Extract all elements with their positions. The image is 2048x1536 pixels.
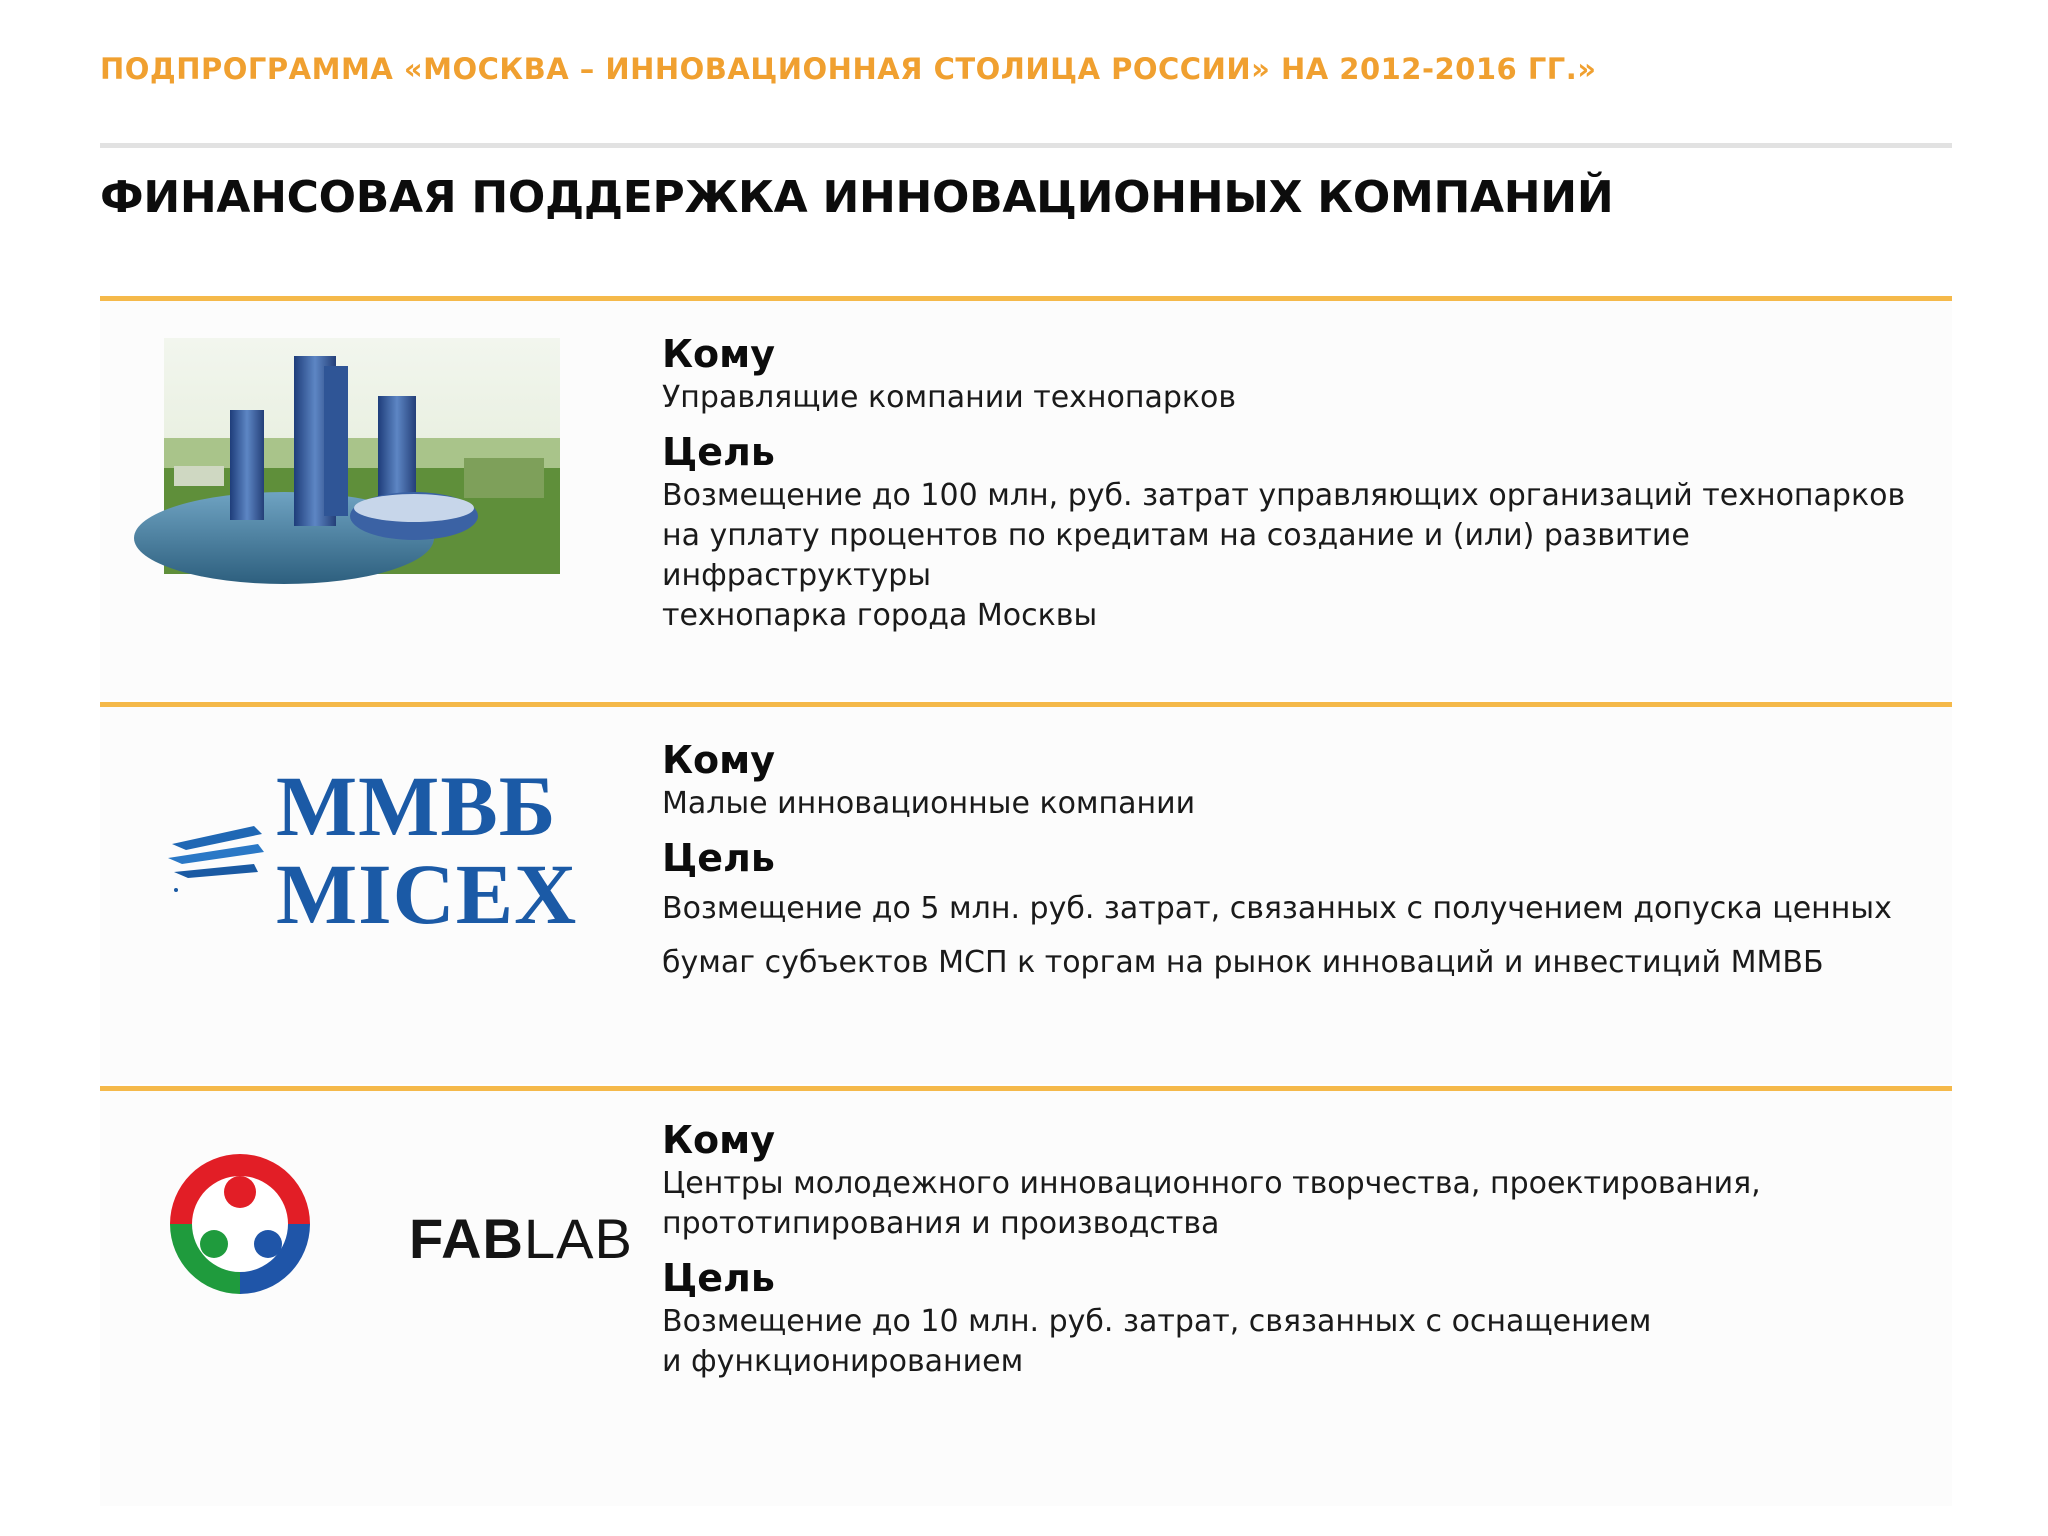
micex-logo-line2: MICEX bbox=[276, 846, 578, 942]
micex-wing-icon bbox=[164, 804, 274, 924]
fablab-wordmark-light: LAB bbox=[524, 1207, 633, 1270]
micex-logo bbox=[164, 744, 578, 954]
slide-subtitle: ПОДПРОГРАММА «МОСКВА – ИННОВАЦИОННАЯ СТОЛИЦА РОССИИ» НА 2012-2016 ГГ.» bbox=[100, 52, 1597, 86]
section-divider bbox=[100, 1086, 1952, 1091]
goal-text: Возмещение до 10 млн. руб. затрат, связанных с оснащением и функционированием bbox=[662, 1303, 1652, 1379]
who-label: Кому bbox=[662, 738, 775, 782]
micex-logo-text bbox=[276, 758, 578, 942]
section-micex bbox=[100, 702, 1952, 1084]
fablab-wordmark-bold: FAB bbox=[409, 1207, 524, 1270]
goal-text: Возмещение до 5 млн. руб. затрат, связанных с получением допуска ценных бумаг субъектов МСП к торгам на рынок инноваций и инвестиций ММВБ bbox=[662, 890, 1892, 980]
who-label: Кому bbox=[662, 332, 775, 376]
fablab-logo bbox=[164, 1148, 633, 1308]
goal-label: Цель bbox=[662, 835, 775, 880]
who-text: Малые инновационные компании bbox=[662, 785, 1196, 821]
goal-label: Цель bbox=[662, 429, 775, 474]
section-fablab bbox=[100, 1086, 1952, 1506]
section-divider bbox=[100, 296, 1952, 301]
section-divider bbox=[100, 702, 1952, 707]
section-technoparks bbox=[100, 296, 1952, 700]
goal-text: Возмещение до 100 млн, руб. затрат управляющих организаций технопарков на уплату процентов по кредитам на создание и (или) развитие инфраструктуры технопарка города Москвы bbox=[662, 477, 1906, 633]
technopark-city-image bbox=[164, 338, 560, 574]
goal-label: Цель bbox=[662, 1255, 775, 1300]
header-divider bbox=[100, 143, 1952, 148]
micex-logo-line1: ММВБ bbox=[276, 758, 557, 854]
fablab-emblem-icon bbox=[168, 1152, 318, 1302]
who-text: Центры молодежного инновационного творчества, проектирования, прототипирования и производства bbox=[662, 1165, 1761, 1241]
who-label: Кому bbox=[662, 1118, 775, 1162]
who-text: Управлящие компании технопарков bbox=[662, 379, 1237, 415]
slide-title: ФИНАНСОВАЯ ПОДДЕРЖКА ИННОВАЦИОННЫХ КОМПАНИЙ bbox=[100, 172, 1614, 223]
fablab-wordmark bbox=[409, 1206, 633, 1271]
